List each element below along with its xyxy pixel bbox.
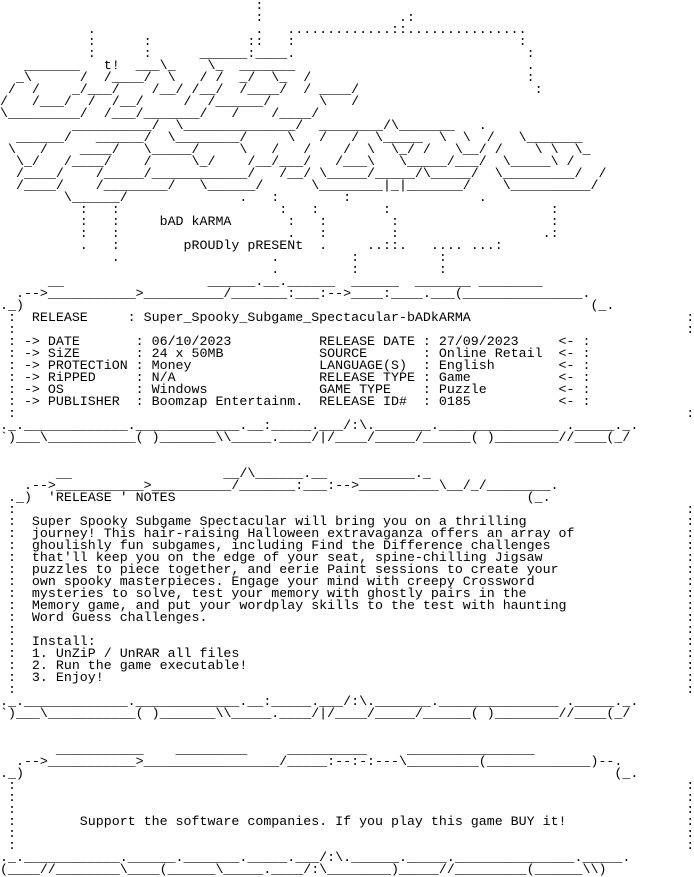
- frame-side: : :: [0, 838, 694, 853]
- frame-border: ___________ _________ __________ ________________: [0, 742, 535, 757]
- logo-art-line: _______ t! ___\_ \_ _______ .: [0, 58, 535, 73]
- frame-border: `)___\___________( )_______\\_____.____/|/____/_____/______( )________//____(_/: [0, 706, 631, 721]
- logo-art-line: _\ / /____/ \ / / _/ \_ / :: [0, 70, 535, 85]
- logo-art-line: : : . : : .:: [0, 226, 559, 241]
- frame-border: ._._____________._____________.__:_____.___/:\._______._______________ ._____._.: [0, 418, 639, 433]
- notes-text-line: : puzzles to piece together, and eerie Paint sessions to create your :: [0, 562, 694, 577]
- frame-side: : :: [0, 322, 694, 337]
- frame-border: (____//________\____(______\_____.____/:\________)_____//_________(______\\): [0, 862, 607, 877]
- release-info-row: : -> SiZE : 24 x 50MB SOURCE : Online Retail <- :: [0, 346, 591, 361]
- frame-border: ._) 'RELEASE ' NOTES (_.: [0, 490, 551, 505]
- frame-border: .-->___________>_________________/_____:--:-:---\_________(_____________)--.: [0, 754, 623, 769]
- notes-text-line: : mysteries to solve, test your memory with ghostly pairs in the :: [0, 586, 694, 601]
- frame-side: : :: [0, 682, 694, 697]
- logo-art-line: /____/ /_____/____________/ /__/ \_____/_____/\_____/ \_________/ /: [0, 166, 607, 181]
- notes-text-line: : Super Spooky Subgame Spectacular will bring you on a thrilling :: [0, 514, 694, 529]
- logo-art-line: :: [0, 0, 264, 13]
- release-name-line: : RELEASE : Super_Spooky_Subgame_Spectacular-bADkARMA :: [0, 310, 694, 325]
- logo-art-line: / / _/___/ /__/ /__/ /____/ / ____/ :: [0, 82, 543, 97]
- logo-art-line: ______/ ______/ \________/ \ / / \_____ \ \ / \_______: [0, 130, 583, 145]
- release-info-row: : -> DATE : 06/10/2023 RELEASE DATE : 27/09/2023 <- :: [0, 334, 591, 349]
- logo-art-line: . . : :: [0, 250, 447, 265]
- frame-side: : :: [0, 802, 694, 817]
- logo-art-line: __________/ \______________/ ________/\_______ .: [0, 118, 487, 133]
- install-step: : 3. Enjoy! :: [0, 670, 694, 685]
- logo-art-line: : : : : : :: [0, 202, 559, 217]
- logo-art-line: . : :: [0, 262, 447, 277]
- install-step: : 1. UnZiP / UnRAR all files :: [0, 646, 694, 661]
- frame-border: .-->___________>__________/_______:___:-->__________\__/_/________.: [0, 478, 559, 493]
- notes-text-line: : own spooky masterpieces. Engage your mind with creepy Crossword :: [0, 574, 694, 589]
- notes-text-line: : Memory game, and put your wordplay skills to the test with haunting :: [0, 598, 694, 613]
- frame-border: `)___\___________( )_______\\_____.____/|/____/_____/______( )________//____(_/: [0, 430, 631, 445]
- notes-text-line: : that'll keep you on the edge of your seat, spine-chilling Jigsaw :: [0, 550, 694, 565]
- logo-art-line: / /___/ / /__/ / /______/ \ /: [0, 94, 360, 109]
- frame-side: : :: [0, 778, 694, 793]
- release-info-row: : -> OS : Windows GAME TYPE : Puzzle <- :: [0, 382, 591, 397]
- frame-border: ._.____________.______._______._____.___/:\.______._____._______________._____.: [0, 850, 631, 865]
- frame-side: : :: [0, 826, 694, 841]
- release-info-row: : -> RiPPED : N/A RELEASE TYPE : Game <- :: [0, 370, 591, 385]
- frame-border: .-->___________>__________/_______:___:-->____:____.___(_______________.: [0, 286, 591, 301]
- frame-side: : :: [0, 622, 694, 637]
- frame-border: ._._____________._____________.__:_____.___/:\._______._______________ ._____._.: [0, 694, 639, 709]
- frame-border: __ ______.__.______ ______ _______ ________: [0, 274, 543, 289]
- notes-text-line: : journey! This hair-raising Halloween extravaganza offers an array of :: [0, 526, 694, 541]
- logo-art-line: : : bAD kARMA : : : :: [0, 214, 559, 229]
- logo-art-line: \ / ____/ \_____/ \ / / / \ \_/ / \__/ / \ \ \_: [0, 142, 591, 157]
- logo-art-line: . . .............::...............: [0, 22, 527, 37]
- notes-text-line: : Word Guess challenges. :: [0, 610, 694, 625]
- install-step: : 2. Run the game executable! :: [0, 658, 694, 673]
- logo-art-line: : : ______:____. :: [0, 46, 535, 61]
- support-message: : Support the software companies. If you play this game BUY it! :: [0, 814, 694, 829]
- logo-art-line: : : :: : :: [0, 34, 527, 49]
- logo-art-line: \_________/ /___/_______/ / /____/: [0, 106, 320, 121]
- logo-art-line: /____/ /________/ \______/ \________|_|_______/ \__________/: [0, 178, 599, 193]
- frame-side: : :: [0, 406, 694, 421]
- frame-border: ._) (_.: [0, 766, 639, 781]
- frame-border: ._) (_.: [0, 298, 615, 313]
- blank-line: [0, 444, 624, 456]
- notes-text-line: : ghoulishly fun subgames, including Find the Difference challenges :: [0, 538, 694, 553]
- release-info-row: : -> PUBLISHER : Boomzap Entertainm. RELEASE ID# : 0185 <- :: [0, 394, 591, 409]
- frame-border: __ __/\______.__ _______._: [0, 466, 431, 481]
- logo-art-line: \______/ . : : .: [0, 190, 487, 205]
- logo-art-line: . : pROUDly pRESENt . ..::. .... ...:: [0, 238, 503, 253]
- install-title: : Install: :: [0, 634, 694, 649]
- logo-art-line: \_/ /____/ / \_/ /__/___/ /___\ \_____/___/ \_____\ /: [0, 154, 575, 169]
- frame-side: : :: [0, 502, 694, 517]
- frame-side: : :: [0, 790, 694, 805]
- logo-art-line: : .:: [0, 10, 415, 25]
- blank-line: [0, 720, 624, 732]
- release-info-row: : -> PROTECTiON : Money LANGUAGE(S) : English <- :: [0, 358, 591, 373]
